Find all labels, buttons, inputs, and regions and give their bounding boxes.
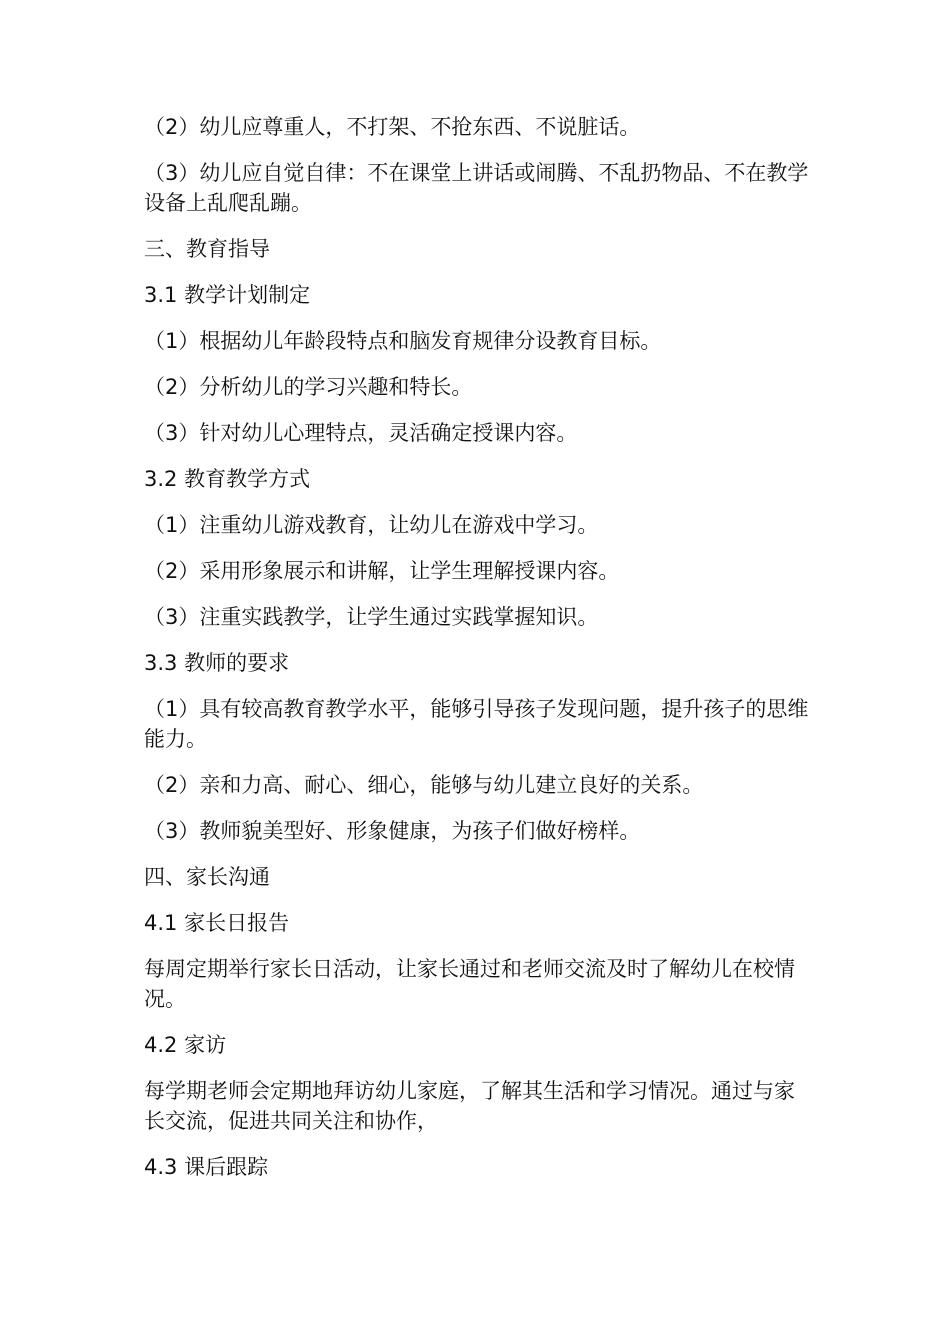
body-paragraph: 每学期老师会定期地拜访幼儿家庭，了解其生活和学习情况。通过与家长交流，促进共同关注和协作， [144,1079,795,1133]
subsection-heading-teaching-methods: 3.2 教育教学方式 [144,467,311,491]
section-heading-parent-communication: 四、家长沟通 [144,865,270,889]
subsection-heading-after-class-tracking: 4.3 课后跟踪 [144,1155,269,1179]
list-item: （3）教师貌美型好、形象健康，为孩子们做好榜样。 [144,819,641,843]
subsection-heading-home-visit: 4.2 家访 [144,1033,227,1057]
rule-item-self-discipline: （3）幼儿应自觉自律：不在课堂上讲话或闹腾、不乱扔物品、不在教学设备上乱爬乱蹦。 [144,161,809,215]
list-item: （1）根据幼儿年龄段特点和脑发育规律分设教育目标。 [144,329,662,353]
body-paragraph: 每周定期举行家长日活动，让家长通过和老师交流及时了解幼儿在校情况。 [144,957,795,1011]
list-item: （1）具有较高教育教学水平，能够引导孩子发现问题，提升孩子的思维能力。 [144,697,809,751]
list-item: （2）分析幼儿的学习兴趣和特长。 [144,375,473,399]
list-item: （3）注重实践教学，让学生通过实践掌握知识。 [144,605,599,629]
section-heading-education-guidance: 三、教育指导 [144,237,270,261]
list-item: （2）亲和力高、耐心、细心，能够与幼儿建立良好的关系。 [144,773,704,797]
list-item: （1）注重幼儿游戏教育，让幼儿在游戏中学习。 [144,513,599,537]
document-body [144,112,810,1198]
list-item: （2）采用形象展示和讲解，让学生理解授课内容。 [144,559,620,583]
subsection-heading-teacher-requirements: 3.3 教师的要求 [144,651,290,675]
subsection-heading-teaching-plan: 3.1 教学计划制定 [144,283,311,307]
list-item: （3）针对幼儿心理特点，灵活确定授课内容。 [144,421,578,445]
subsection-heading-parent-day: 4.1 家长日报告 [144,911,290,935]
rule-item-respect: （2）幼儿应尊重人，不打架、不抢东西、不说脏话。 [144,115,641,139]
